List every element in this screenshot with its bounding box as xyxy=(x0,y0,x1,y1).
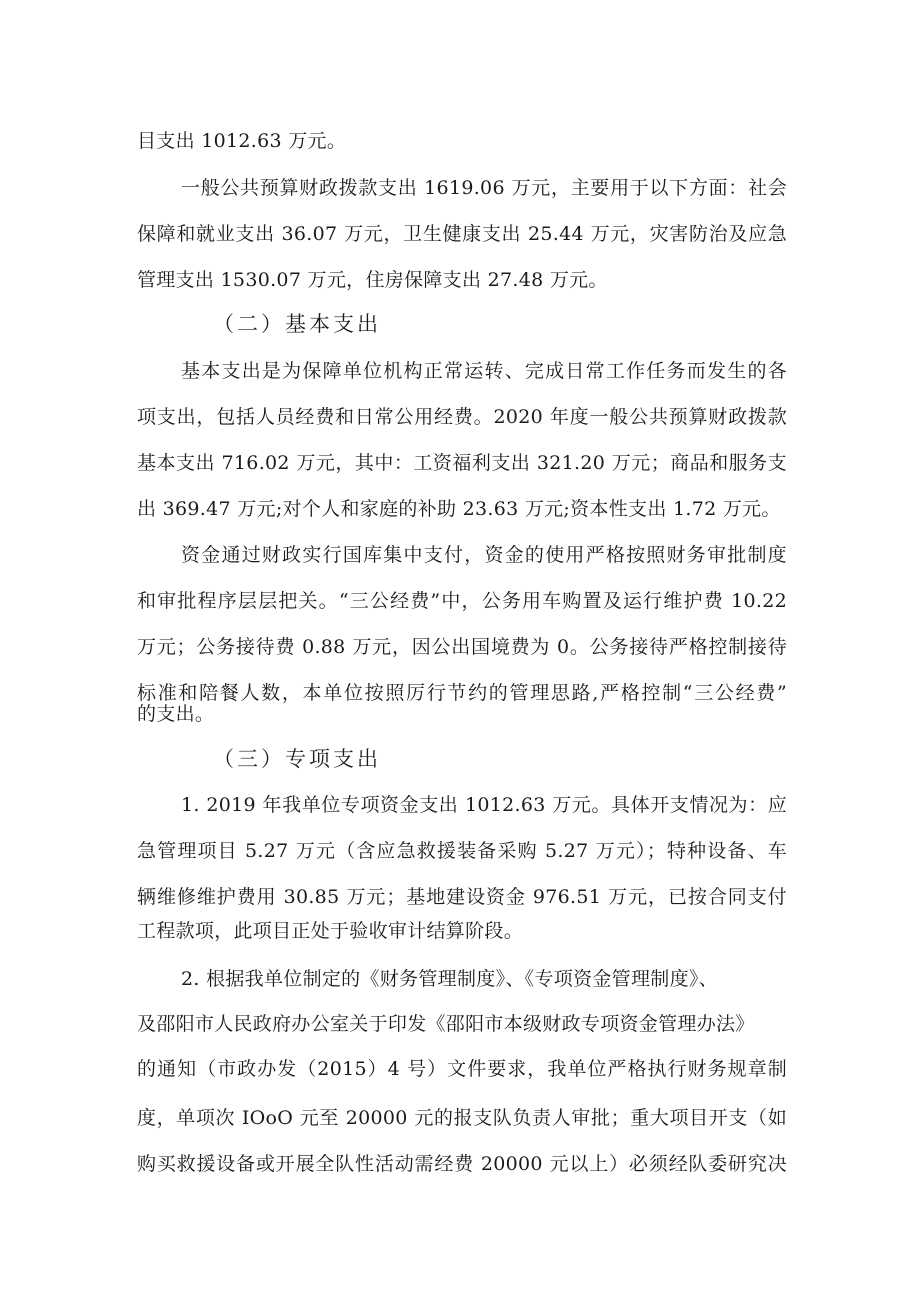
paragraph-line: 出 369.47 万元;对个人和家庭的补助 23.63 万元;资本性支出 1.72 万元。 xyxy=(137,498,781,520)
paragraph-line: 基本支出 716.02 万元，其中：工资福利支出 321.20 万元；商品和服务支 xyxy=(137,452,787,474)
paragraph-line: 万元；公务接待费 0.88 万元，因公出国境费为 0。公务接待严格控制接待 xyxy=(137,636,787,658)
paragraph-line: 1. 2019 年我单位专项资金支出 1012.63 万元。具体开支情况为：应 xyxy=(181,794,787,816)
paragraph-line: 工程款项，此项目正处于验收审计结算阶段。 xyxy=(137,920,524,942)
section-heading: （二）基本支出 xyxy=(213,312,381,336)
paragraph-line: 和审批程序层层把关。“三公经费”中，公务用车购置及运行维护费 10.22 xyxy=(137,590,787,612)
paragraph-line: 急管理项目 5.27 万元（含应急救援装备采购 5.27 万元）；特种设备、车 xyxy=(137,840,787,862)
paragraph-line: 保障和就业支出 36.07 万元，卫生健康支出 25.44 万元，灾害防治及应急 xyxy=(137,223,787,245)
paragraph-line: 标准和陪餐人数，本单位按照厉行节约的管理思路,严格控制“三公经费” xyxy=(137,682,787,704)
paragraph-line: 基本支出是为保障单位机构正常运转、完成日常工作任务而发生的各 xyxy=(181,360,787,382)
paragraph-line: 管理支出 1530.07 万元，住房保障支出 27.48 万元。 xyxy=(137,269,608,291)
paragraph-line: 辆维修维护费用 30.85 万元；基地建设资金 976.51 万元，已按合同支付 xyxy=(137,886,787,908)
paragraph-line: 购买救援设备或开展全队性活动需经费 20000 元以上）必须经队委研究决 xyxy=(137,1153,787,1175)
section-heading: （三）专项支出 xyxy=(213,747,381,771)
paragraph-line: 的支出。 xyxy=(137,703,215,725)
paragraph-line: 及邵阳市人民政府办公室关于印发《邵阳市本级财政专项资金管理办法》 xyxy=(137,1013,755,1035)
paragraph-line: 一般公共预算财政拨款支出 1619.06 万元，主要用于以下方面：社会 xyxy=(181,177,787,199)
paragraph-line: 2. 根据我单位制定的《财务管理制度》、《专项资金管理制度》、 xyxy=(181,968,718,990)
paragraph-line: 的通知（市政办发（2015）4 号）文件要求，我单位严格执行财务规章制 xyxy=(137,1058,787,1080)
paragraph-line: 度，单项次 IOoO 元至 20000 元的报支队负责人审批；重大项目开支（如 xyxy=(137,1107,787,1129)
paragraph-line: 项支出，包括人员经费和日常公用经费。2020 年度一般公共预算财政拨款 xyxy=(137,406,787,428)
paragraph-line: 目支出 1012.63 万元。 xyxy=(137,130,347,152)
paragraph-line: 资金通过财政实行国库集中支付，资金的使用严格按照财务审批制度 xyxy=(181,544,787,566)
